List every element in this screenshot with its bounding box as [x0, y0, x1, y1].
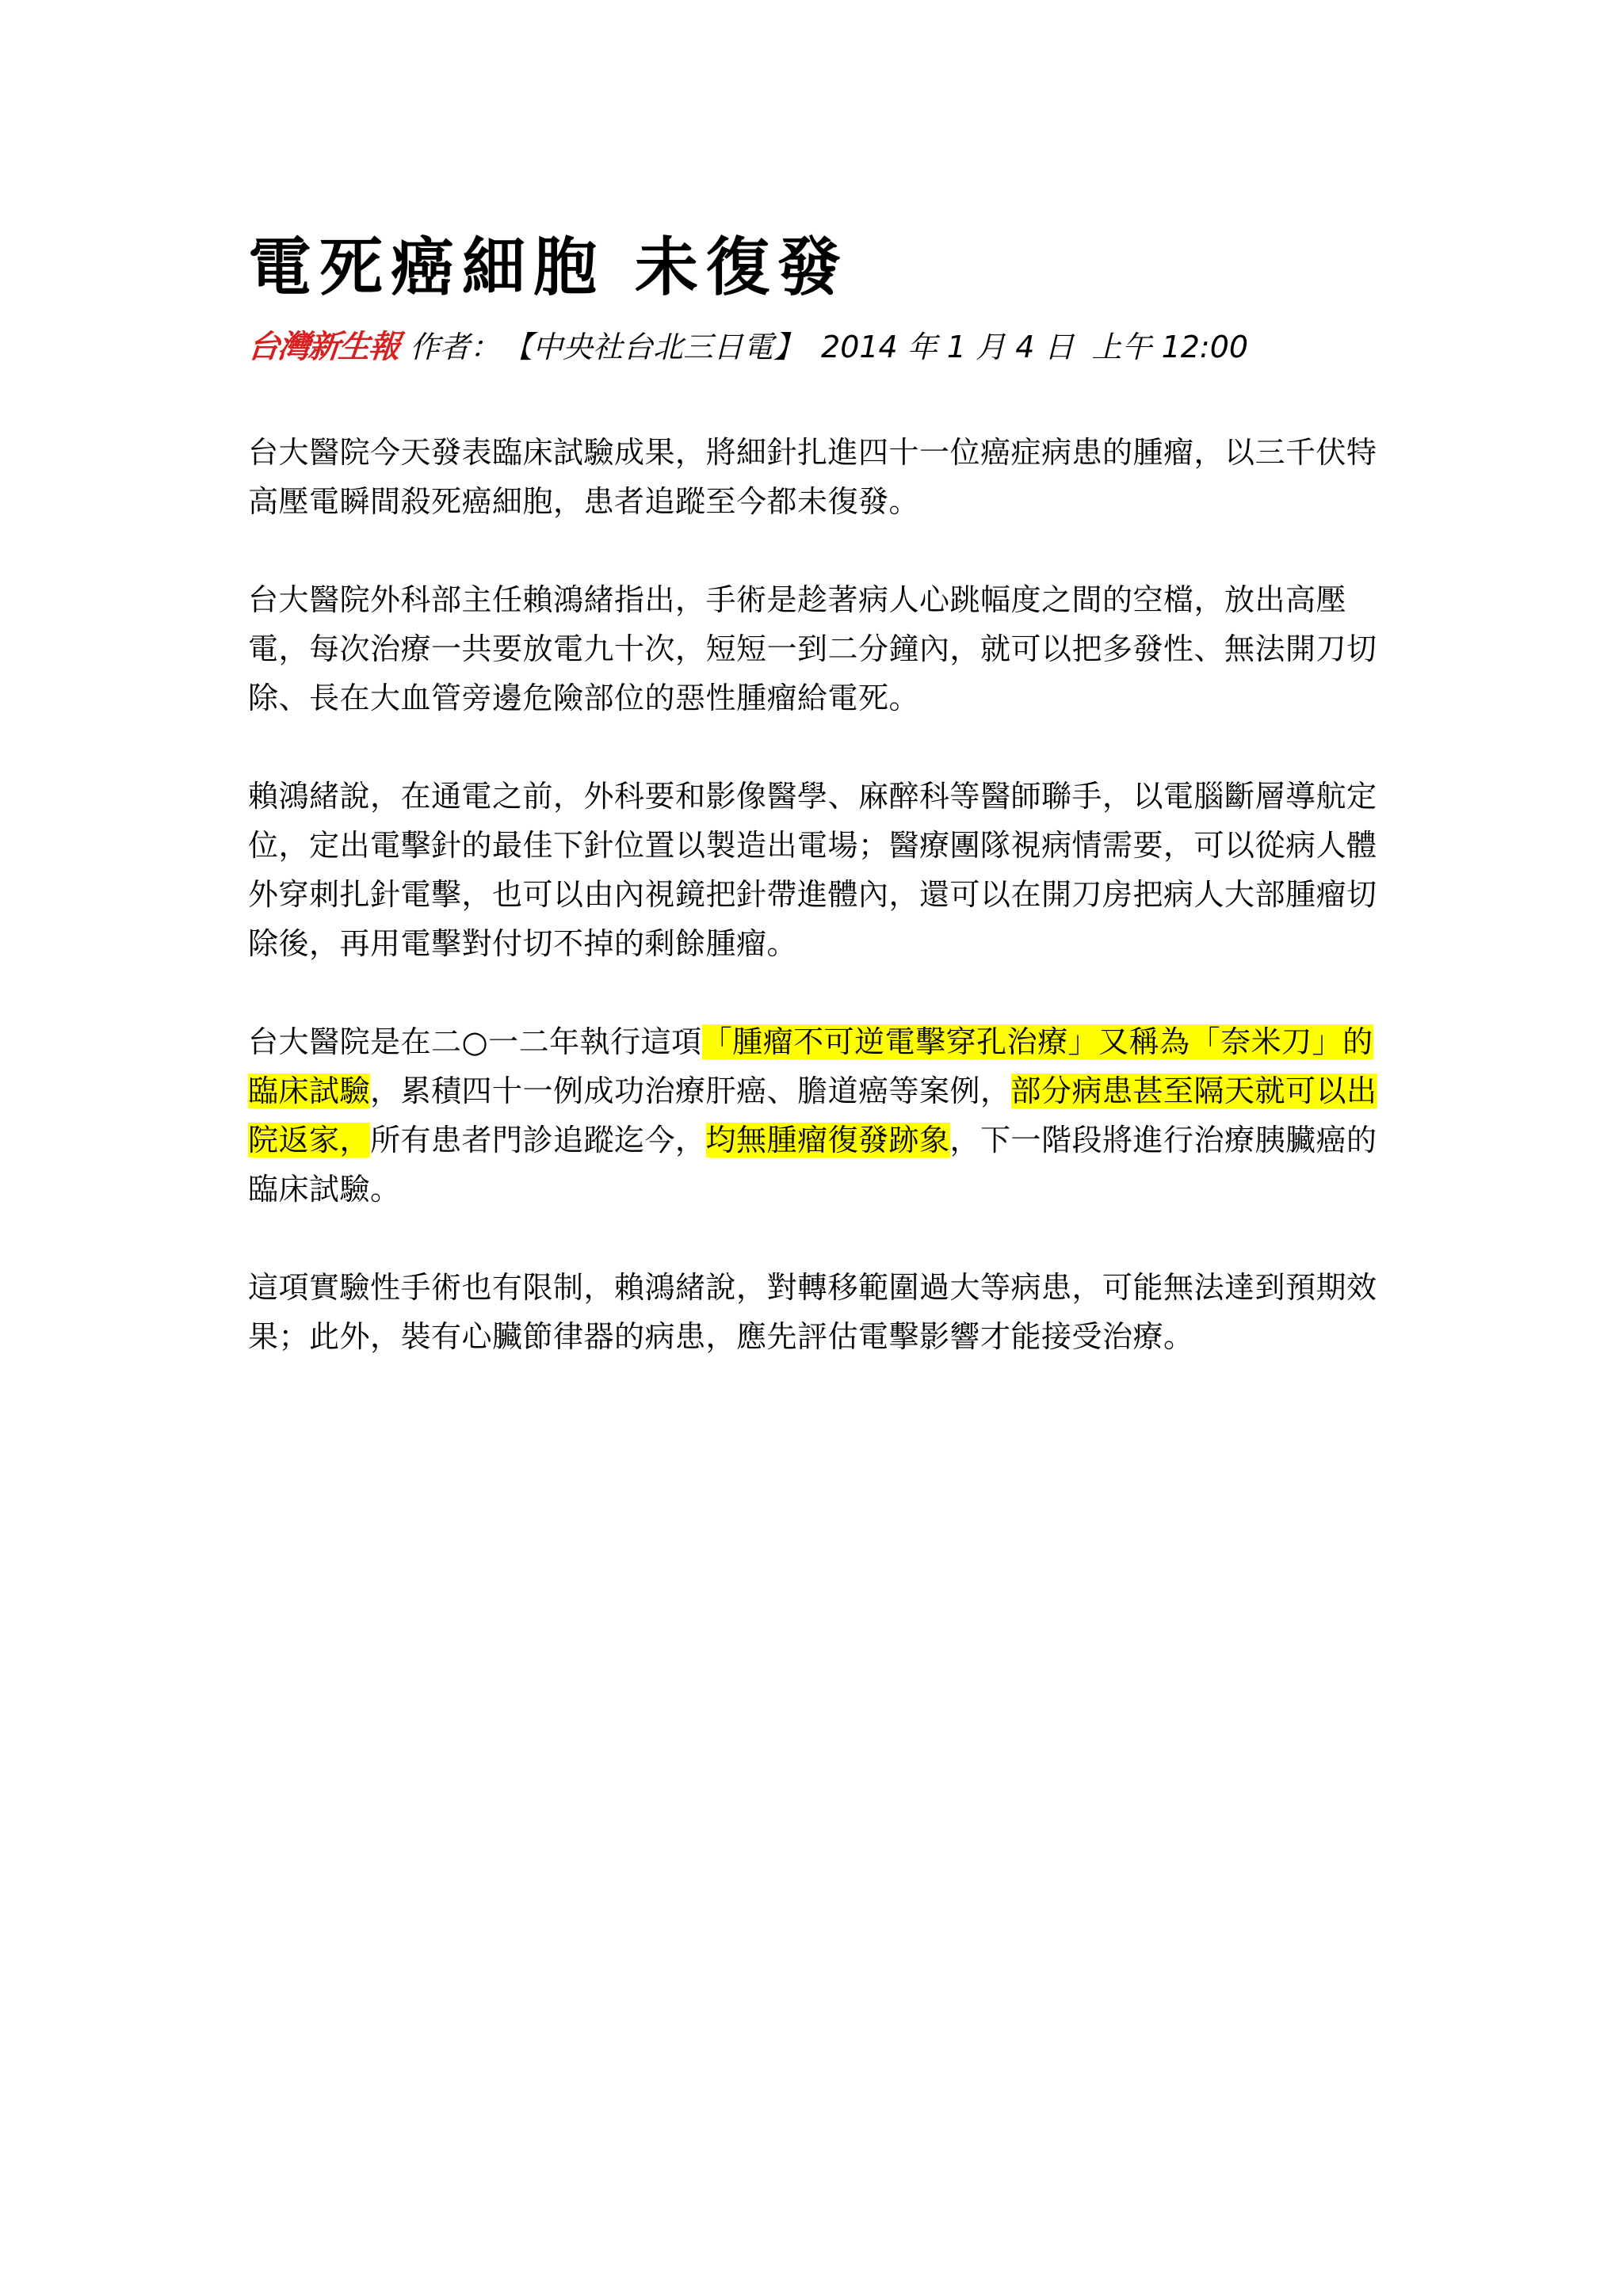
publish-date: 2014 年 1 月 4 日 [821, 330, 1075, 364]
article-body [248, 428, 1389, 1361]
paragraph-text: 台大醫院是在二○一二年執行這項 [248, 1024, 702, 1059]
paragraph-4 [248, 1017, 1389, 1214]
article-byline [248, 323, 1389, 371]
byline-text [410, 327, 1266, 367]
paragraph-text: 台大醫院外科部主任賴鴻緒指出，手術是趁著病人心跳幅度之間的空檔，放出高壓電，每次治療一共要放電九十次，短短一到二分鐘內，就可以把多發性、無法開刀切除、長在大血管旁邊危險部位的惡性腫瘤給電死。 [248, 582, 1377, 715]
paragraph-2 [248, 575, 1389, 723]
newspaper-logo: 台灣新生報 [246, 328, 401, 365]
article-page [248, 230, 1389, 1410]
agency-label: 【中央社台北三日電】 [517, 330, 804, 364]
article-headline: 電死癌細胞 未復發 [248, 231, 849, 304]
paragraph-text: ，累積四十一例成功治療肝癌、膽道癌等案例， [370, 1074, 1011, 1108]
highlighted-text: 「腫瘤不可逆電擊穿孔治療」又稱為「奈米刀」的臨床試驗 [248, 1024, 1373, 1108]
author-label: 作者： [410, 330, 501, 364]
publish-time: 上午 12:00 [1091, 330, 1249, 364]
paragraph-3 [248, 772, 1389, 968]
paragraph-text: ，下一階段將進行治療胰臟癌的臨床試驗。 [248, 1123, 1377, 1207]
paragraph-text: 賴鴻緒說，在通電之前，外科要和影像醫學、麻醉科等醫師聯手，以電腦斷層導航定位，定出電擊針的最佳下針位置以製造出電場；醫療團隊視病情需要，可以從病人體外穿刺扎針電擊，也可以由內視鏡把針帶進體內，還可以在開刀房把病人大部腫瘤切除後，再用電擊對付切不掉的剩餘腫瘤。 [248, 779, 1377, 961]
paragraph-5 [248, 1263, 1389, 1361]
highlighted-text: 均無腫瘤復發跡象 [705, 1123, 950, 1158]
highlighted-text: 部分病患甚至隔天就可以出院返家， [248, 1074, 1377, 1158]
paragraph-text: 所有患者門診追蹤迄今， [370, 1123, 706, 1158]
paragraph-1 [248, 428, 1389, 526]
paragraph-text: 台大醫院今天發表臨床試驗成果，將細針扎進四十一位癌症病患的腫瘤，以三千伏特高壓電瞬間殺死癌細胞，患者追蹤至今都未復發。 [248, 435, 1377, 519]
paragraph-text: 這項實驗性手術也有限制，賴鴻緒說，對轉移範圍過大等病患，可能無法達到預期效果；此外，裝有心臟節律器的病患，應先評估電擊影響才能接受治療。 [248, 1270, 1377, 1354]
